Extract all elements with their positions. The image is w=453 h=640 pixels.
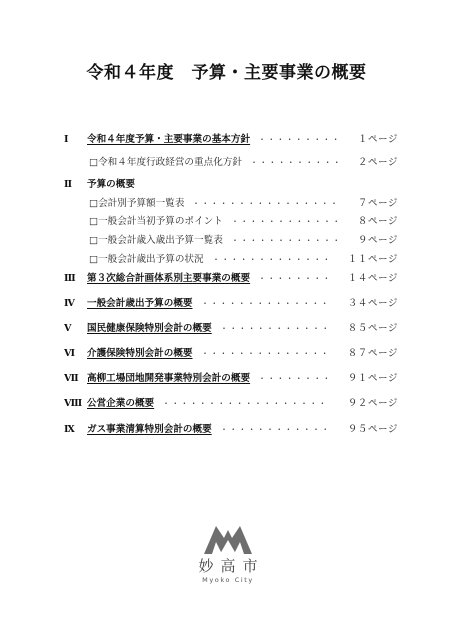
toc-entry <box>0 252 453 268</box>
toc-entry-leader-dots: ・・・・・・・・・・ <box>250 158 342 167</box>
toc-entry-page: １１ページ <box>347 254 398 265</box>
toc-entry-leader-dots: ・・・・・・・・・・・・ <box>231 217 342 226</box>
toc-entry <box>0 132 453 148</box>
toc-entry <box>0 371 453 387</box>
toc-entry-page: １４ページ <box>347 273 398 284</box>
document-title: 令和４年度 予算・主要事業の概要 <box>86 63 367 83</box>
toc-entry-leader-dots: ・・・・・・・・・・・・ <box>220 324 331 333</box>
toc-entry <box>0 422 453 438</box>
toc-entry-page: １ページ <box>357 134 398 145</box>
toc-entry-leader-dots: ・・・・・・・・ <box>258 374 332 383</box>
toc-entry-page: ９ページ <box>357 235 398 246</box>
toc-entry-number: Ⅲ <box>64 273 76 284</box>
toc-entry-leader-dots: ・・・・・・・・・・・・・・・・ <box>192 199 340 208</box>
toc-entry-label: □令和４年度行政経営の重点化方針 <box>89 157 242 168</box>
toc-entry <box>0 233 453 249</box>
toc-entry <box>0 321 453 337</box>
toc-entry-label: 予算の概要 <box>87 179 135 190</box>
toc-entry-page: ８７ページ <box>347 348 398 359</box>
toc-entry-label: □一般会計歳出予算の状況 <box>89 254 204 265</box>
toc-entry <box>0 396 453 412</box>
toc-entry-page: ８５ページ <box>347 323 398 334</box>
toc-entry-page: ７ページ <box>357 198 398 209</box>
toc-entry <box>0 196 453 212</box>
toc-entry-number: Ⅶ <box>64 373 79 384</box>
toc-entry-page: ３４ページ <box>347 298 398 309</box>
toc-entry <box>0 155 453 171</box>
toc-entry-number: Ⅵ <box>64 348 76 359</box>
toc-entry-number: Ⅱ <box>64 179 73 190</box>
toc-entry-label: 令和４年度予算・主要事業の基本方針 <box>87 134 251 145</box>
toc-entry-label: □一般会計歳入歳出予算一覧表 <box>89 235 223 246</box>
city-logo <box>190 520 266 586</box>
toc-entry-label: □会計別予算額一覧表 <box>89 198 185 209</box>
toc-entry-page: ８ページ <box>357 216 398 227</box>
toc-entry-page: ９１ページ <box>347 373 398 384</box>
toc-entry-leader-dots: ・・・・・・・・・・・・・・・・・・ <box>162 399 328 408</box>
myoko-mountain-logo-icon <box>202 520 254 556</box>
toc-entry <box>0 214 453 230</box>
toc-entry-leader-dots: ・・・・・・・・・・・・・ <box>212 255 332 264</box>
toc-entry-label: 介護保険特別会計の概要 <box>87 348 193 359</box>
toc-entry-number: Ⅰ <box>64 134 69 145</box>
logo-city-name: 妙高市 <box>198 557 265 575</box>
toc-entry-number: Ⅸ <box>64 424 75 435</box>
toc-entry-leader-dots: ・・・・・・・・・ <box>258 135 341 144</box>
toc-entry <box>0 296 453 312</box>
toc-entry-label: ガス事業清算特別会計の概要 <box>87 424 212 435</box>
toc-entry-label: 公営企業の概要 <box>87 398 155 409</box>
toc-entry <box>0 177 453 193</box>
toc-entry-label: 高柳工場団地開発事業特別会計の概要 <box>87 373 251 384</box>
toc-entry-leader-dots: ・・・・・・・・・・・・・・ <box>201 299 330 308</box>
toc-entry-leader-dots: ・・・・・・・・・・・・ <box>231 236 342 245</box>
toc-entry-page: ２ページ <box>357 157 398 168</box>
toc-entry-label: 国民健康保険特別会計の概要 <box>87 323 212 334</box>
toc-entry-label: □一般会計当初予算のポイント <box>89 216 223 227</box>
toc-entry-leader-dots: ・・・・・・・・・・・・ <box>220 425 331 434</box>
logo-city-subtitle: Myoko City <box>202 576 254 584</box>
toc-entry-page: ９５ページ <box>347 424 398 435</box>
toc-entry-leader-dots: ・・・・・・・・ <box>258 274 332 283</box>
toc-entry-number: Ⅷ <box>64 398 83 409</box>
toc-entry <box>0 346 453 362</box>
toc-entry-label: 一般会計歳出予算の概要 <box>87 298 193 309</box>
toc-entry-number: Ⅳ <box>64 298 75 309</box>
toc-entry-leader-dots: ・・・・・・・・・・・・・・ <box>201 349 330 358</box>
toc-entry-page: ９２ページ <box>347 398 398 409</box>
toc-entry-number: Ⅴ <box>64 323 72 334</box>
toc-entry <box>0 271 453 287</box>
toc-entry-label: 第３次総合計画体系別主要事業の概要 <box>87 273 251 284</box>
